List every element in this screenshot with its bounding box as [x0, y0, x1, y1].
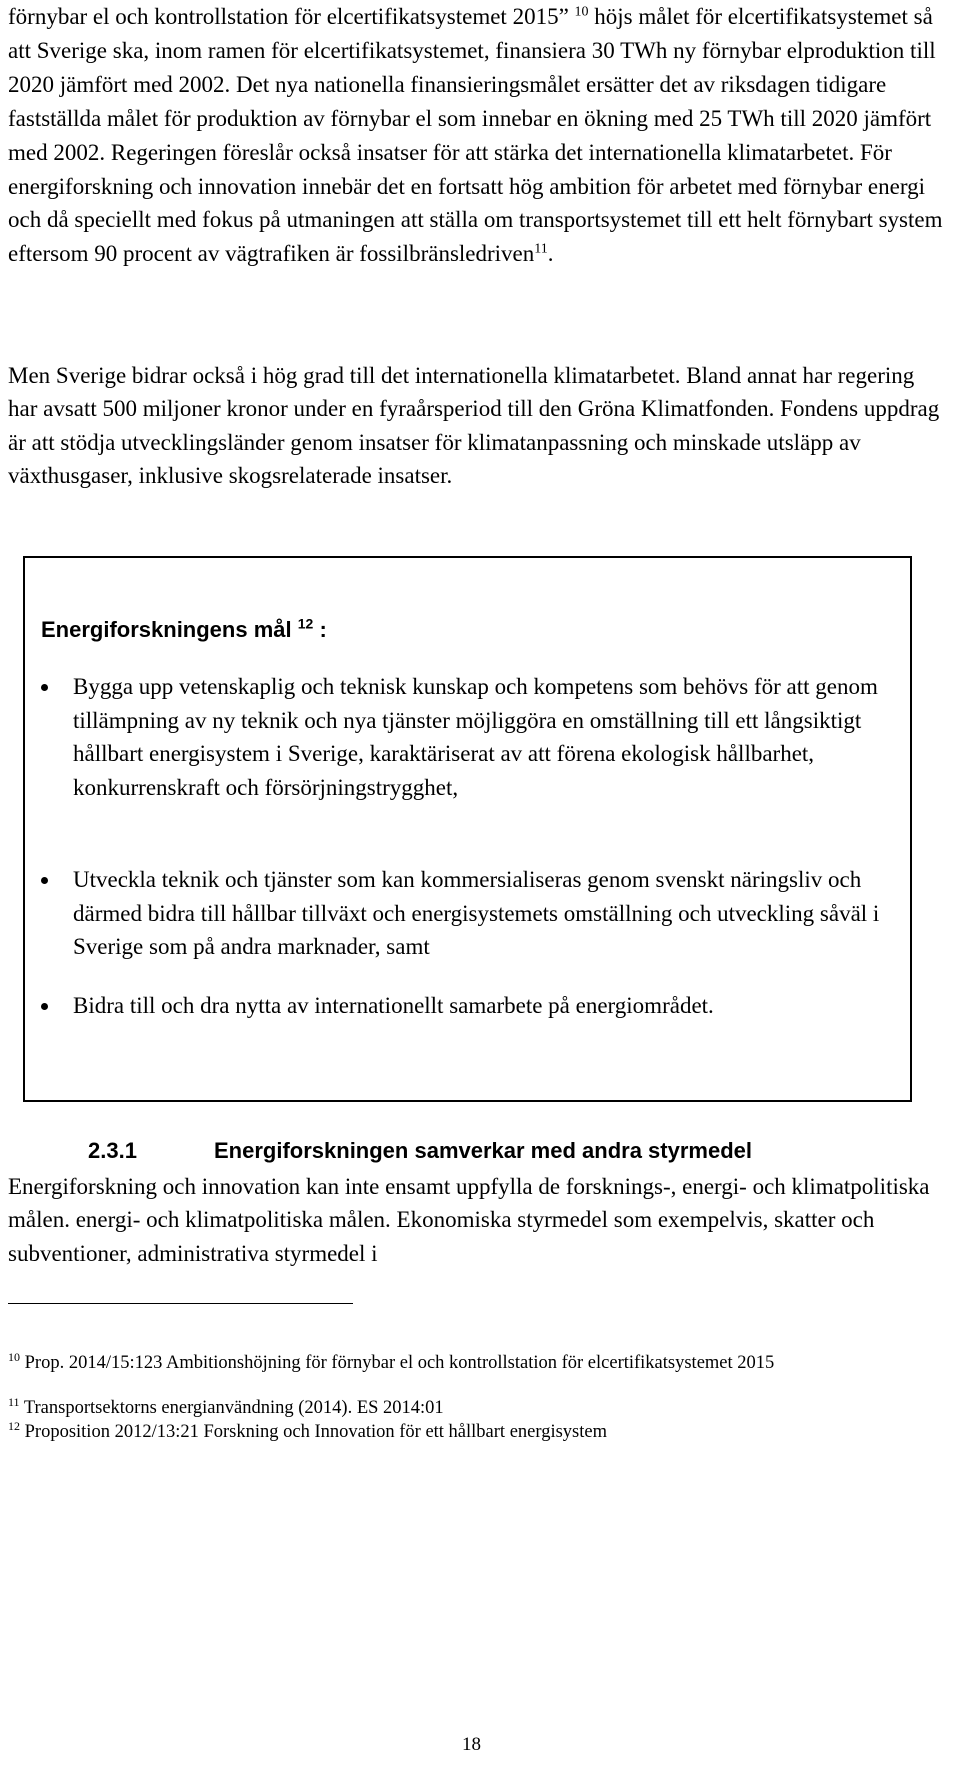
- paragraph-text: .: [547, 241, 554, 267]
- footnote-text: Prop. 2014/15:123 Ambitionshöjning för förnybar el och kontrollstation för elcertifikatsystemet 2015: [24, 1353, 775, 1373]
- footnote-number: 12: [8, 1418, 20, 1433]
- footnote: [8, 1394, 953, 1419]
- footnote-reference[interactable]: 10: [574, 4, 589, 20]
- bullet-icon: [41, 1003, 48, 1010]
- box-heading-text: Energiforskningens mål: [41, 617, 292, 642]
- paragraph-text: förnybar el och kontrollstation för elcertifikatsystemet 2015”: [8, 4, 569, 29]
- bullet-icon: [41, 877, 48, 884]
- body-paragraph: Men Sverige bidrar också i hög grad till det internationella klimatarbetet. Bland annat har regering har avsatt 500 miljoner kronor under en fyraårsperiod till den Gröna Klimatfonden. Fondens uppdrag är att stödja utvecklingsländer genom insatser för klimatanpassning och minskade utsläpp av växthusgaser, inklusive skogsrelaterade insatser.: [8, 363, 940, 488]
- goals-box: [23, 556, 912, 1102]
- footnote: [8, 1349, 953, 1374]
- footnote-text: Transportsektorns energianvändning (2014). ES 2014:01: [23, 1398, 444, 1418]
- body-paragraph: Energiforskning och innovation kan inte ensamt uppfylla de forsknings-, energi- och klimatpolitiska målen. energi- och klimatpolitiska målen. Ekonomiska styrmedel som exempelvis, skatter och subventioner, administrativa styrmedel i: [8, 1174, 930, 1266]
- list-item-text: Utveckla teknik och tjänster som kan kommersialiseras genom svenskt näringsliv och därmed bidra till hållbar tillväxt och energisystemets omställning och utveckling såväl i Sverige som på andra marknader, samt: [73, 867, 880, 960]
- footnote-number: 11: [8, 1394, 20, 1409]
- list-item-text: Bidra till och dra nytta av internationellt samarbete på energiområdet.: [73, 993, 714, 1018]
- footnote-text: Proposition 2012/13:21 Forskning och Innovation för ett hållbart energisystem: [24, 1422, 607, 1442]
- bullet-icon: [41, 684, 48, 691]
- list-item-text: Bygga upp vetenskaplig och teknisk kunskap och kompetens som behövs för att genom tillämpning av ny teknik och nya tjänster möjliggöra en omställning till ett långsiktigt hållbart energisystem i Sverige, karaktäriserat av att förena ekologisk hållbarhet, konkurrenskraft och försörjningstrygghet,: [73, 674, 878, 800]
- section-title: Energiforskningen samverkar med andra styrmedel: [214, 1138, 752, 1163]
- footnote-number: 10: [8, 1349, 20, 1364]
- paragraph-text: höjs målet för elcertifikatsystemet så att Sverige ska, inom ramen för elcertifikatsystemet, finansiera 30 TWh ny förnybar elproduktion till 2020 jämfört med 2002. Det nya nationella finansieringsmålet ersätter det av riksdagen tidigare fastställda målet för produktion av förnybar el som innebar en ökning med 25 TWh till 2020 jämfört med 2002. Regeringen föreslår också insatser för att stärka det internationella klimatarbetet. För energiforskning och innovation innebär det en fortsatt hög ambition för arbetet med förnybar energi och då speciellt med fokus på utmaningen att ställa om transportsystemet till ett helt förnybart system eftersom 90 procent av vägtrafiken är fossilbränsledriven: [8, 4, 943, 267]
- body-paragraph: [8, 0, 943, 271]
- footnote-reference[interactable]: 11: [534, 241, 548, 257]
- box-heading-colon: :: [319, 617, 327, 642]
- section-number: 2.3.1: [88, 1138, 137, 1163]
- page-number: 18: [462, 1734, 481, 1755]
- box-heading: [41, 616, 327, 644]
- footnote: [8, 1418, 953, 1443]
- footnote-reference[interactable]: 12: [297, 615, 314, 632]
- footnote-separator: [8, 1303, 353, 1304]
